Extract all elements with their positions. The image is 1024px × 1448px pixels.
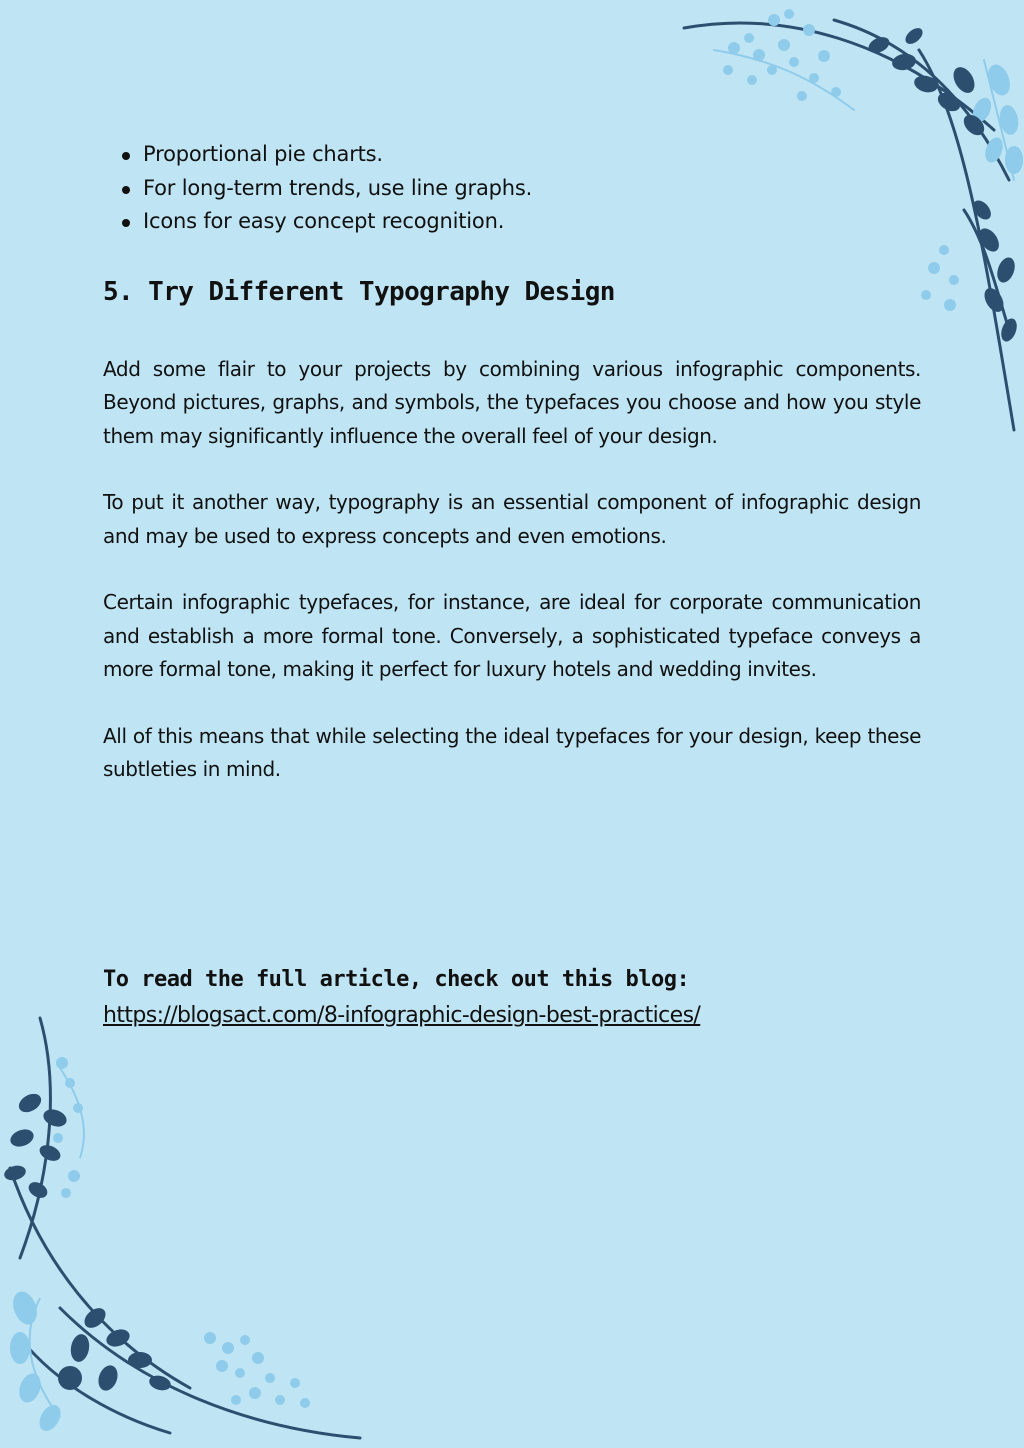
paragraph: Add some flair to your projects by combining various infographic components. Beyond pictures, graphs, and symbols, the typefaces you choose and how you style them may significantly influence the overall feel of your design. (103, 356, 921, 448)
list-item: Icons for easy concept recognition. (103, 205, 921, 239)
tips-bullet-list (103, 138, 921, 239)
article-body (103, 138, 921, 820)
paragraph: All of this means that while selecting the ideal typefaces for your design, keep these subtleties in mind. (103, 723, 921, 781)
read-more-heading: To read the full article, check out this blog: (103, 967, 690, 992)
section-heading: 5. Try Different Typography Design (103, 276, 615, 307)
floral-branch-bottom-left-icon (0, 1008, 380, 1448)
paragraph: To put it another way, typography is an essential component of infographic design and may be used to express concepts and even emotions. (103, 490, 921, 548)
blog-article-link[interactable]: https://blogsact.com/8-infographic-design-best-practices/ (103, 1003, 701, 1028)
list-item: Proportional pie charts. (103, 138, 921, 172)
read-more-section (103, 962, 933, 1034)
list-item: For long-term trends, use line graphs. (103, 172, 921, 206)
paragraph: Certain infographic typefaces, for instance, are ideal for corporate communication and establish a more formal tone. Conversely, a sophisticated typeface conveys a more formal tone, making it perfect for luxury hotels and wedding invites. (103, 590, 921, 681)
